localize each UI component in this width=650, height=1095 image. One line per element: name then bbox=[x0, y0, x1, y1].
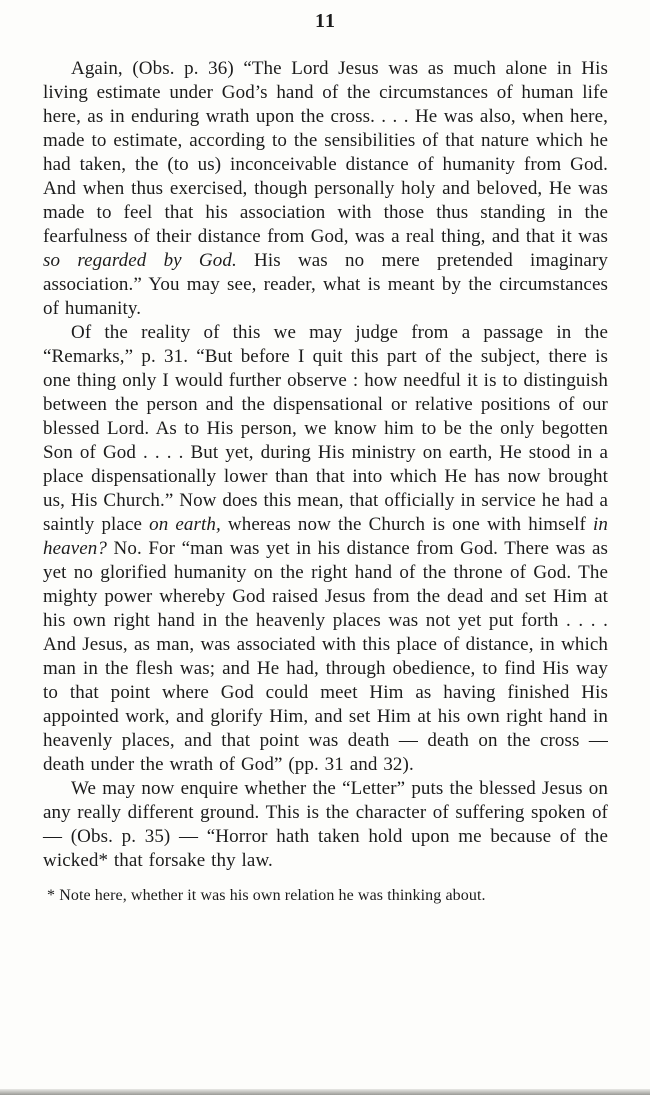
text-run: whereas now the Church is one with himself bbox=[220, 514, 593, 535]
italic-text-run: so regarded by God. bbox=[43, 250, 237, 271]
text-run: Again, (Obs. p. 36) “The Lord Jesus was as much alone in His living estimate under God’s hand of the circumstances of human life here, as in enduring wrath upon the cross. . . . He was also, when here, made to estimate, according to the sensibilities of that nature which he had taken, the (to us) inconceivable distance of humanity from God. And when thus exercised, though personally holy and beloved, He was made to feel that his association with those thus standing in the fearfulness of their distance from God, was a real thing, and that it was bbox=[43, 58, 608, 247]
text-run: His was no mere pretended imaginary association.” You may see, reader, what is meant by the circumstances of humanity. bbox=[43, 250, 608, 319]
body-paragraph-1 bbox=[43, 57, 608, 321]
text-run: We may now enquire whether the “Letter” puts the blessed Jesus on any really different ground. This is the character of suffering spoken of — (Obs. p. 35) — “Horror hath taken hold upon me because of the wicked* that forsake thy law. bbox=[43, 778, 608, 871]
footnote: * Note here, whether it was his own relation he was thinking about. bbox=[47, 887, 486, 904]
page-bottom-edge bbox=[0, 1089, 650, 1095]
body-paragraph-2 bbox=[43, 321, 608, 777]
page-number: 11 bbox=[315, 10, 336, 32]
text-run: Of the reality of this we may judge from a passage in the “Remarks,” p. 31. “But before I quit this part of the subject, there is one thing only I would further observe : how needful it is to distinguish between the person and the dispensational or relative positions of our blessed Lord. As to His person, we know him to be the only begotten Son of God . . . . But yet, during His ministry on earth, He stood in a place dispensationally lower than that into which He has now brought us, His Church.” Now does this mean, that officially in service he had a saintly place bbox=[43, 322, 608, 535]
italic-text-run: in heaven? bbox=[43, 514, 608, 559]
italic-text-run: on earth, bbox=[149, 514, 221, 535]
text-run: No. For “man was yet in his distance from God. There was as yet no glorified humanity on the right hand of the throne of God. The mighty power whereby God raised Jesus from the dead and set Him at his own right hand in the heavenly places was not yet put forth . . . . And Jesus, as man, was associated with this place of distance, in which man in the flesh was; and He had, through obedience, to find His way to that point where God could meet Him as having finished His appointed work, and glorify Him, and set Him at his own right hand in heavenly places, and that point was death — death on the cross — death under the wrath of God” (pp. 31 and 32). bbox=[43, 538, 608, 775]
body-paragraph-3 bbox=[43, 777, 608, 873]
